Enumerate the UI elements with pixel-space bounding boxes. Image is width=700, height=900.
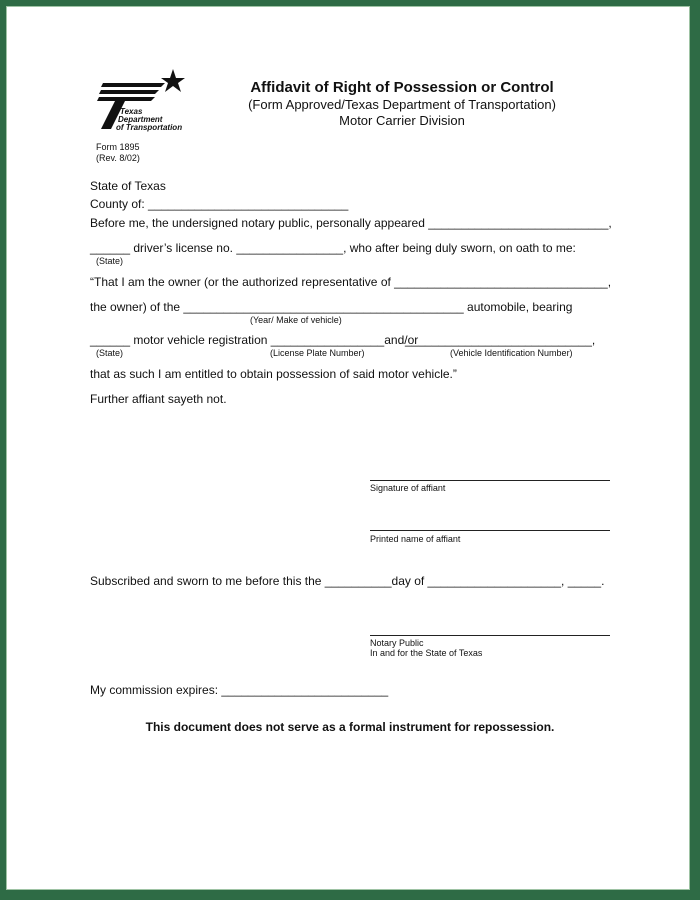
form-subtitle: (Form Approved/Texas Department of Transportation)	[248, 97, 556, 112]
signature-line[interactable]	[370, 480, 610, 481]
plate-caption: (License Plate Number)	[270, 348, 365, 358]
state-caption: (State)	[96, 256, 124, 266]
sworn-line[interactable]: Subscribed and sworn to me before this the __________day of ____________________, _____.	[90, 574, 605, 588]
form-number: Form 1895	[96, 142, 140, 152]
logo-text-line-2: Department	[118, 115, 163, 124]
notary-public-caption: Notary Public	[370, 638, 424, 648]
signature-caption: Signature of affiant	[370, 483, 446, 493]
further-affiant: Further affiant sayeth not.	[90, 392, 227, 406]
state-caption-2: (State)	[96, 348, 124, 358]
year-make-caption: (Year/ Make of vehicle)	[250, 315, 342, 325]
page-frame	[6, 6, 690, 890]
form-title: Affidavit of Right of Possession or Control	[250, 79, 554, 96]
state-of-texas: State of Texas	[90, 179, 166, 193]
notary-state-caption: In and for the State of Texas	[370, 648, 483, 658]
form-division: Motor Carrier Division	[339, 113, 465, 128]
entitled-line: that as such I am entitled to obtain possession of said motor vehicle.”	[90, 367, 457, 381]
printed-name-caption: Printed name of affiant	[370, 534, 461, 544]
logo-text-line-3: of Transportation	[116, 123, 183, 132]
disclaimer: This document does not serve as a formal instrument for repossession.	[145, 720, 555, 734]
printed-name-line[interactable]	[370, 530, 610, 531]
county-field[interactable]: County of: ______________________________	[90, 197, 349, 211]
form-revision: (Rev. 8/02)	[96, 153, 140, 163]
vin-field[interactable]: ____________________________,	[405, 333, 596, 347]
owner-line[interactable]: “That I am the owner (or the authorized representative of ________________________________,	[90, 275, 612, 289]
commission-expires[interactable]: My commission expires: _________________________	[90, 683, 389, 697]
logo-text-line-1: Texas	[120, 107, 143, 116]
registration-line[interactable]: ______ motor vehicle registration _________________and/or	[90, 333, 419, 347]
appeared-line[interactable]: Before me, the undersigned notary public, personally appeared ___________________________,	[90, 216, 612, 230]
vehicle-line[interactable]: the owner) of the __________________________________________ automobile, bearing	[90, 300, 573, 314]
notary-signature-line[interactable]	[370, 635, 610, 636]
vin-caption: (Vehicle Identification Number)	[450, 348, 573, 358]
drivers-license-line[interactable]: ______ driver’s license no. ________________, who after being duly sworn, on oath to me:	[90, 241, 576, 255]
